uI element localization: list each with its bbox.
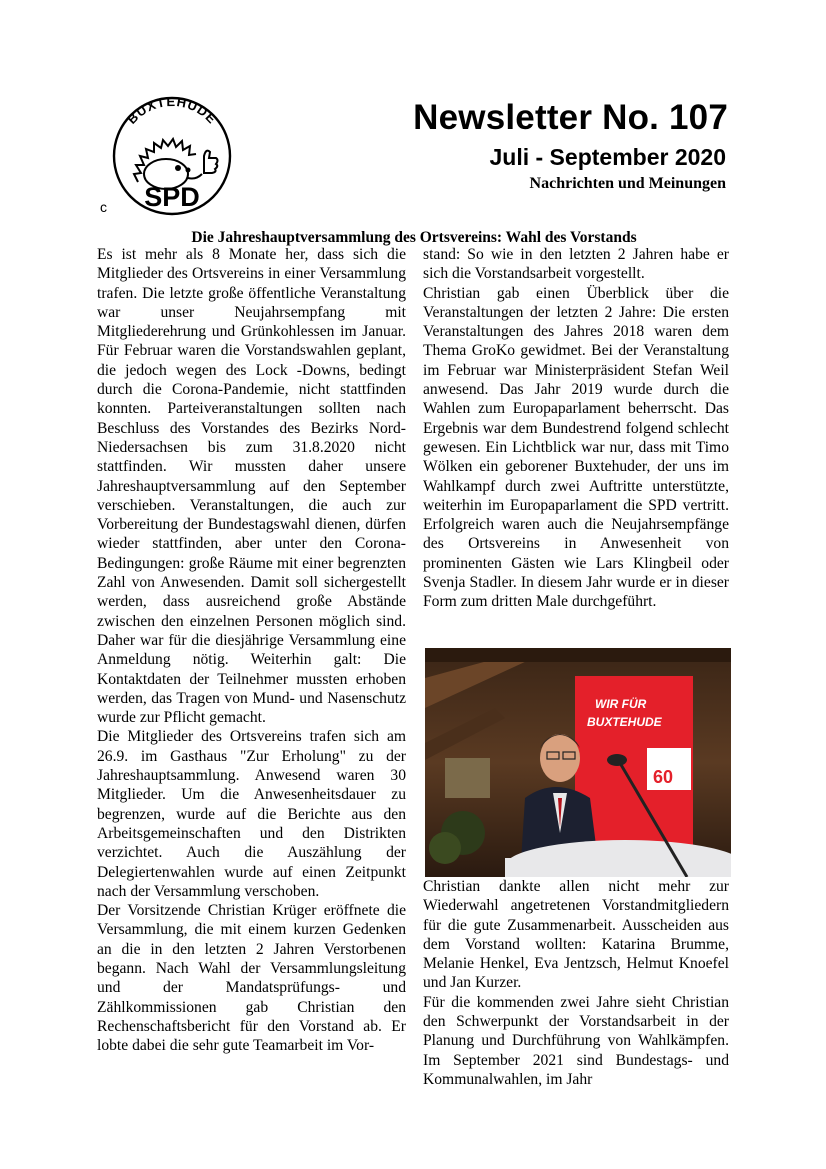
photo-badge: 60	[653, 767, 674, 787]
paragraph: Christian gab einen Überblick über die Veranstaltungen der letzten 2 Jahre: Die ersten Veranstaltungen des Jahres 2018 waren dem Thema GroKo gewidmet. Bei der Veranstaltung im Februar war Ministerpräsident Stefan Weil anwesend. Das Jahr 2019 wurde durch die Wahlen zum Europaparlament beherrscht. Das Ergebnis war dem Bundestrend folgend schlecht gewesen. Ein Lichtblick war nur, dass mit Timo Wölken ein geborener Buxtehuder, der uns im Wahlkampf durch zwei Auftritte unterstützte, weiterhin im Europaparlament die SPD vertritt. Erfolgreich waren auch die Neujahrsempfänge des Ortsvereins in Anwesenheit von prominenten Gästen wie Lars Klingbeil oder Svenja Stadler. In diesem Jahr wurde er in dieser Form zum dritten Male durchgeführt.	[423, 284, 729, 611]
photo-banner-line1: WIR FÜR	[595, 697, 647, 711]
logo-ring-text: BUXTEHUDE	[124, 94, 220, 127]
paragraph: Die Mitglieder des Ortsvereins trafen sich am 26.9. im Gasthaus "Zur Erholung" zu der Jahreshauptsammlung. Anwesend waren 30 Mitglieder. Um die Anwesenheitsdauer zu begrenzen, wurde auf die Berichte aus den Arbeitsgemeinschaften und den Distrikten verzichtet. Auch die Auszählung der Delegiertenwahlen wurde auf einen Zeitpunkt nach der Versammlung verschoben.	[97, 728, 406, 900]
spd-buxtehude-logo	[108, 94, 236, 218]
paragraph: Für die kommenden zwei Jahre sieht Christian den Schwerpunkt der Vorstandsarbeit in der Planung und Durchführung von Wahlkämpfen. Im September 2021 sind Bundestags- und Kommunalwahlen, im Jahr	[423, 993, 729, 1088]
issue-date: Juli - September 2020	[489, 144, 726, 170]
article-right-column-bottom	[423, 877, 729, 1089]
paragraph: Christian dankte allen nicht mehr zur Wiederwahl angetretenen Vorstandmitgliedern für die gute Zusammenarbeit. Ausscheiden aus dem Vorstand wollten: Katarina Brumme, Melanie Henkel, Eva Jentzsch, Helmut Knoefel und Jan Kurzer.	[423, 878, 729, 992]
paragraph: Der Vorsitzende Christian Krüger eröffnete die Versammlung, die mit einem kurzen Gedenken an die in den letzten 2 Jahren Verstorbenen begann. Nach Wahl der Versammlungsleitung und der Mandatsprüfungs- und Zählkommissionen gab Christian den Rechenschaftsbericht für den Vorstand ab. Er lobte dabei die sehr gute Teamarbeit im Vor-	[97, 902, 406, 1055]
article-left-column	[97, 245, 406, 1055]
logo-side-mark: c	[100, 199, 107, 215]
paragraph: stand: So wie in den letzten 2 Jahren habe er sich die Vorstandsarbeit vorgestellt.	[423, 246, 729, 283]
svg-text:BUXTEHUDE	[124, 94, 220, 127]
paragraph: Es ist mehr als 8 Monate her, dass sich die Mitglieder des Ortsvereins in einer Versammlung trafen. Die letzte große öffentliche Veranstaltung war unser Neujahrsempfang mit Mitgliederehrung und Grünkohlessen im Januar. Für Februar waren die Vorstandswahlen geplant, die jedoch wegen des Lock -Downs, bedingt durch die Corona-Pandemie, nicht stattfinden konnten. Parteiveranstaltungen sollten nach Beschluss des Vorstandes des Bezirks Nord-Niedersachsen bis zum 31.8.2020 nicht stattfinden. Wir mussten daher unsere Jahreshauptversammlung auf den September verschieben. Veranstaltungen, die auch zur Vorbereitung der Bundestagswahl dienen, dürfen wieder stattfinden, aber unter den Corona-Bedingungen: große Räume mit einer begrenzten Zahl von Anwesenden. Damit soll sichergestellt werden, dass ausreichend große Abstände zwischen den einzelnen Personen möglich sind. Daher war für die diesjährige Versammlung eine Anmeldung nötig. Weiterhin galt: Die Kontaktdaten der Teilnehmer mussten erhoben werden, das Tragen von Mund- und Nasenschutz wurde zur Pflicht gemacht.	[97, 246, 406, 727]
photo-banner-line2: BUXTEHUDE	[587, 715, 662, 729]
article-right-column-top	[423, 245, 729, 612]
event-photo	[425, 648, 731, 877]
article-title: Die Jahreshauptversammlung des Ortsvereins: Wahl des Vorstands	[191, 229, 637, 246]
logo-spd-text: SPD	[144, 182, 200, 212]
newsletter-subtitle: Nachrichten und Meinungen	[529, 175, 726, 192]
newsletter-title: Newsletter No. 107	[413, 98, 728, 137]
